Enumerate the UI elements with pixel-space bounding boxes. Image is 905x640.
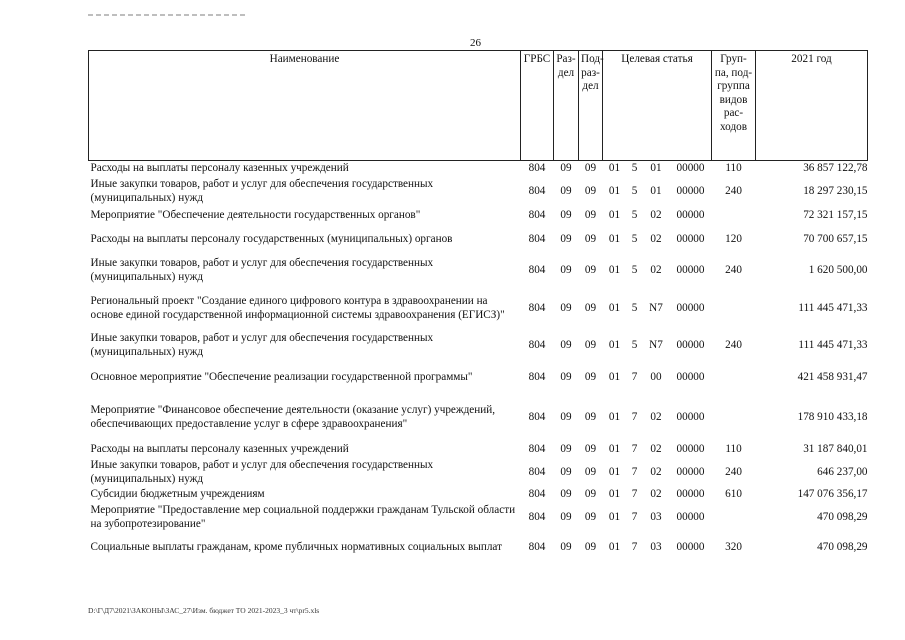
row-target-direction: 00000	[676, 487, 705, 500]
row-target-direction: 00000	[676, 208, 705, 221]
row-expense-group	[712, 287, 756, 331]
row-name: Субсидии бюджетным учреждениям	[90, 487, 265, 500]
row-target-program: 01	[608, 301, 621, 314]
row-target-program: 01	[608, 263, 621, 276]
row-name: Мероприятие "Предоставление мер социальной поддержки гражданам Тульской области на зубопротезирование"	[90, 503, 516, 530]
row-target-event: 01	[650, 161, 662, 174]
row-amount: 31 187 840,01	[803, 442, 868, 455]
row-expense-group: 240	[725, 184, 742, 197]
row-target-event: 03	[650, 540, 662, 553]
table-row	[89, 207, 868, 225]
row-grbs: 804	[528, 465, 546, 478]
scan-artifact	[88, 14, 248, 16]
row-amount: 72 321 157,15	[803, 208, 868, 221]
row-subsection: 09	[584, 301, 597, 314]
row-target-direction: 00000	[676, 442, 705, 455]
row-amount: 111 445 471,33	[798, 338, 868, 351]
row-section: 09	[560, 487, 572, 500]
table-body	[89, 161, 868, 563]
row-section: 09	[560, 184, 572, 197]
row-grbs: 804	[528, 338, 546, 351]
row-target-event: 02	[650, 487, 662, 500]
header-name: Наименование	[89, 51, 521, 161]
row-expense-group: 240	[725, 338, 742, 351]
row-expense-group: 240	[725, 465, 742, 478]
row-target-event: N7	[649, 338, 663, 351]
row-grbs: 804	[528, 184, 546, 197]
row-amount: 178 910 433,18	[797, 410, 868, 423]
row-name: Расходы на выплаты персоналу казенных учреждений	[90, 442, 349, 455]
table-row	[89, 287, 868, 331]
row-target-direction: 00000	[676, 410, 705, 423]
row-target-event: 02	[650, 208, 662, 221]
row-subsection: 09	[584, 465, 597, 478]
row-target-program: 01	[608, 487, 621, 500]
row-name: Основное мероприятие "Обеспечение реализации государственной программы"	[90, 370, 473, 383]
row-target-direction: 00000	[676, 301, 705, 314]
table-row	[89, 533, 868, 563]
row-name: Иные закупки товаров, работ и услуг для обеспечения государственных (муниципальных) нужд	[90, 458, 434, 485]
row-subsection: 09	[584, 208, 597, 221]
row-target-event: 02	[650, 263, 662, 276]
row-amount: 36 857 122,78	[803, 161, 868, 174]
row-expense-group: 240	[725, 263, 742, 276]
row-name: Иные закупки товаров, работ и услуг для обеспечения государственных (муниципальных) нужд	[90, 177, 434, 204]
row-name: Иные закупки товаров, работ и услуг для обеспечения государственных (муниципальных) нужд	[90, 331, 434, 358]
table-row	[89, 487, 868, 503]
row-target-program: 01	[608, 410, 621, 423]
row-section: 09	[560, 540, 572, 553]
row-target-program: 01	[608, 540, 621, 553]
row-target-direction: 00000	[676, 540, 705, 553]
footer-file-path: D:\Г\Д7\2021\ЗАКОНЫ\ЗАС_27\Изм. бюджет ТО 2021-2023_3 чт\pr5.xls	[88, 606, 320, 615]
row-name: Расходы на выплаты персоналу казенных учреждений	[90, 161, 349, 174]
row-subsection: 09	[584, 184, 597, 197]
row-section: 09	[560, 442, 572, 455]
table-row	[89, 459, 868, 487]
row-target-direction: 00000	[676, 263, 705, 276]
row-expense-group	[712, 395, 756, 441]
row-target-direction: 00000	[676, 370, 705, 383]
row-target-subprogram: 7	[631, 465, 638, 478]
row-expense-group: 610	[725, 487, 742, 500]
row-target-event: 03	[650, 510, 662, 523]
header-year-2021: 2021 год	[756, 51, 868, 161]
header-grbs: ГРБС	[521, 51, 554, 161]
row-expense-group: 110	[725, 442, 742, 455]
row-target-subprogram: 5	[631, 161, 638, 174]
row-subsection: 09	[584, 338, 597, 351]
table-header-row	[89, 51, 868, 161]
row-target-event: 02	[650, 442, 662, 455]
row-target-subprogram: 7	[631, 487, 638, 500]
row-grbs: 804	[528, 161, 546, 174]
row-grbs: 804	[528, 208, 546, 221]
row-name: Региональный проект "Создание единого цифрового контура в здравоохранении на основе единой государственной информационной системы здравоохранения (ЕГИСЗ)"	[90, 294, 505, 321]
header-expense-group: Груп-па, под-группа видов рас-ходов	[712, 51, 756, 161]
row-subsection: 09	[584, 232, 597, 245]
row-amount: 18 297 230,15	[803, 184, 868, 197]
row-section: 09	[560, 370, 572, 383]
row-section: 09	[560, 161, 572, 174]
row-target-direction: 00000	[676, 510, 705, 523]
row-grbs: 804	[528, 487, 546, 500]
row-name: Иные закупки товаров, работ и услуг для обеспечения государственных (муниципальных) нужд	[90, 256, 434, 283]
row-target-program: 01	[608, 161, 621, 174]
row-amount: 470 098,29	[817, 540, 868, 553]
row-grbs: 804	[528, 410, 546, 423]
row-target-program: 01	[608, 208, 621, 221]
row-grbs: 804	[528, 540, 546, 553]
header-target-article: Целевая статья	[603, 51, 712, 161]
row-name: Мероприятие "Обеспечение деятельности государственных органов"	[90, 208, 421, 221]
row-amount: 646 237,00	[817, 465, 868, 478]
row-amount: 470 098,29	[817, 510, 868, 523]
row-target-direction: 00000	[676, 465, 705, 478]
row-target-subprogram: 5	[631, 184, 638, 197]
row-subsection: 09	[584, 442, 597, 455]
row-target-program: 01	[608, 184, 621, 197]
row-amount: 1 620 500,00	[808, 263, 868, 276]
row-section: 09	[560, 232, 572, 245]
row-target-subprogram: 7	[631, 540, 638, 553]
row-expense-group: 110	[725, 161, 742, 174]
row-section: 09	[560, 263, 572, 276]
row-grbs: 804	[528, 232, 546, 245]
row-target-program: 01	[608, 232, 621, 245]
row-section: 09	[560, 465, 572, 478]
row-target-event: 00	[650, 370, 662, 383]
table-row	[89, 177, 868, 207]
table-row	[89, 161, 868, 177]
row-amount: 147 076 356,17	[797, 487, 868, 500]
header-subsection: Под-раз-дел	[579, 51, 603, 161]
row-amount: 70 700 657,15	[803, 232, 868, 245]
row-grbs: 804	[528, 510, 546, 523]
row-grbs: 804	[528, 301, 546, 314]
row-name: Мероприятие "Финансовое обеспечение деятельности (оказание услуг) учреждений, обеспечивающих предоставление услуг в сфере здравоохранения"	[90, 403, 496, 430]
table-row	[89, 361, 868, 395]
row-expense-group	[712, 503, 756, 533]
row-grbs: 804	[528, 442, 546, 455]
row-target-subprogram: 7	[631, 510, 638, 523]
table-row	[89, 331, 868, 361]
row-expense-group: 320	[725, 540, 742, 553]
row-section: 09	[560, 338, 572, 351]
row-name: Расходы на выплаты персоналу государственных (муниципальных) органов	[90, 232, 453, 245]
row-target-event: 02	[650, 465, 662, 478]
table-row	[89, 255, 868, 287]
row-target-event: 01	[650, 184, 662, 197]
header-section: Раз-дел	[554, 51, 579, 161]
row-target-program: 01	[608, 370, 621, 383]
row-target-event: 02	[650, 410, 662, 423]
row-target-program: 01	[608, 510, 621, 523]
row-subsection: 09	[584, 161, 597, 174]
row-expense-group	[712, 207, 756, 225]
row-subsection: 09	[584, 510, 597, 523]
row-expense-group	[712, 361, 756, 395]
row-target-subprogram: 7	[631, 410, 638, 423]
row-target-subprogram: 5	[631, 208, 638, 221]
row-grbs: 804	[528, 370, 546, 383]
row-subsection: 09	[584, 410, 597, 423]
row-target-program: 01	[608, 465, 621, 478]
row-subsection: 09	[584, 263, 597, 276]
row-target-event: N7	[649, 301, 663, 314]
row-amount: 421 458 931,47	[797, 370, 868, 383]
row-target-subprogram: 5	[631, 301, 638, 314]
row-target-direction: 00000	[676, 161, 705, 174]
row-target-subprogram: 5	[631, 232, 638, 245]
row-expense-group: 120	[725, 232, 742, 245]
row-target-subprogram: 7	[631, 442, 638, 455]
page-number: 26	[470, 37, 481, 49]
row-section: 09	[560, 510, 572, 523]
row-section: 09	[560, 410, 572, 423]
row-section: 09	[560, 208, 572, 221]
row-subsection: 09	[584, 487, 597, 500]
row-target-subprogram: 5	[631, 338, 638, 351]
row-target-direction: 00000	[676, 232, 705, 245]
row-target-subprogram: 7	[631, 370, 638, 383]
row-target-event: 02	[650, 232, 662, 245]
row-section: 09	[560, 301, 572, 314]
row-target-direction: 00000	[676, 338, 705, 351]
table-row	[89, 441, 868, 459]
row-subsection: 09	[584, 540, 597, 553]
row-grbs: 804	[528, 263, 546, 276]
row-target-subprogram: 5	[631, 263, 638, 276]
table-row	[89, 395, 868, 441]
table-row	[89, 503, 868, 533]
table-row	[89, 225, 868, 255]
row-target-direction: 00000	[676, 184, 705, 197]
row-target-program: 01	[608, 338, 621, 351]
budget-table	[88, 50, 868, 563]
row-name: Социальные выплаты гражданам, кроме публичных нормативных социальных выплат	[90, 540, 502, 553]
row-target-program: 01	[608, 442, 621, 455]
row-amount: 111 445 471,33	[798, 301, 868, 314]
row-subsection: 09	[584, 370, 597, 383]
